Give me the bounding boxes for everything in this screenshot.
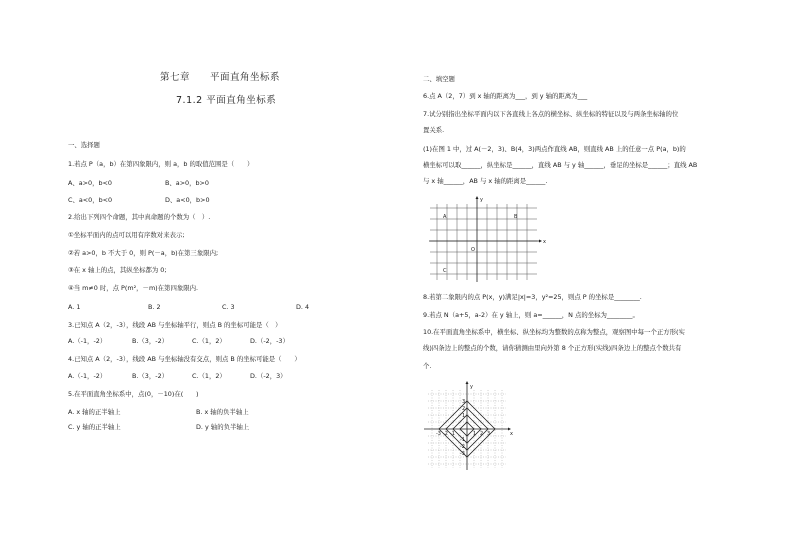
q1-option-a: A、a>0，b<0 xyxy=(68,179,112,187)
q8-text: 8.若第二象限内的点 P(x，y)满足|x|=3，y²=25，则点 P 的坐标是________. xyxy=(423,293,642,301)
figure-2-xtick-neg2: -2 xyxy=(443,431,448,437)
figure-1-label-b: B xyxy=(514,214,518,220)
q5-option-b: B. x 轴的负半轴上 xyxy=(196,408,249,416)
q3-option-a: A.（-1，-2） xyxy=(68,337,107,345)
figure-1-label-c: C xyxy=(443,268,447,274)
q3-option-b: B.（3，-2） xyxy=(132,337,169,345)
figure-2-xtick-2: 2 xyxy=(480,431,484,437)
figure-1-label-a: A xyxy=(443,214,447,220)
q1-option-b: B、a>0，b>0 xyxy=(165,179,209,187)
figure-2-ytick-neg1: -1 xyxy=(460,437,465,443)
q5-stem: 5.在平面直角坐标系中，点(0，－10)在( ) xyxy=(68,390,199,398)
figure-2-xtick-neg1: -1 xyxy=(450,431,455,437)
figure-2-label-y: y xyxy=(470,384,473,390)
q7-line-2: 置关系. xyxy=(423,126,445,134)
figure-2-label-x: x xyxy=(510,431,513,437)
figure-2-ytick-neg2: -2 xyxy=(460,444,465,450)
figure-2-ytick-neg3: -3 xyxy=(460,451,465,457)
chapter-title: 第七章 平面直角坐标系 xyxy=(160,72,281,83)
q7-sub-line-2: 横坐标可以取______，纵坐标是______，直线 AB 与 y 轴______，垂足的坐标是______；直线 AB xyxy=(423,161,698,169)
figure-2-xtick-1: 1 xyxy=(473,431,477,437)
q2-statement-2: ②若 a>0，b 不大于 0，则 P(－a，b)在第三象限内; xyxy=(68,249,219,257)
q2-statement-3: ③在 x 轴上的点，其纵坐标都为 0; xyxy=(68,266,167,274)
q3-option-c: C.（1，2） xyxy=(192,337,226,345)
figure-1-grid xyxy=(425,196,555,286)
q10-line-3: 个. xyxy=(423,362,432,370)
q5-option-d: D. y 轴的负半轴上 xyxy=(196,423,250,431)
figure-2-y-arrow xyxy=(466,381,469,384)
q9-text: 9.若点 N（a+5，a-2）在 y 轴上，则 a=______，N 点的坐标为________。 xyxy=(423,311,639,319)
q2-option-d: D. 4 xyxy=(296,303,310,311)
q1-stem: 1.若点 P（a，b）在第四象限内，则 a，b 的取值范围是（ ） xyxy=(68,160,254,168)
q6-text: 6.点 A（2，7）到 x 轴的距离为___，到 y 轴的距离为___ xyxy=(423,92,588,100)
part1-heading: 一、选择题 xyxy=(68,141,100,149)
q7-line-1: 7.试分别指出坐标平面内以下各直线上各点的横坐标、纵坐标的特征以及与两条坐标轴的位 xyxy=(423,110,679,118)
figure-1-label-y: y xyxy=(480,197,483,203)
q2-statement-4: ④当 m≠0 时，点 P(m²，－m)在第四象限内. xyxy=(68,284,199,292)
q4-option-b: B.（3，-2） xyxy=(132,372,169,380)
q5-option-c: C. y 轴的正半轴上 xyxy=(68,423,121,431)
q2-option-a: A. 1 xyxy=(68,303,81,311)
figure-2-ytick-2: 2 xyxy=(462,406,466,412)
section-title: 7.1.2 平面直角坐标系 xyxy=(176,95,277,106)
figure-1-y-arrow xyxy=(476,196,479,199)
q2-option-b: B. 2 xyxy=(148,303,161,311)
figure-2-xtick-3: 3 xyxy=(487,431,491,437)
q3-stem: 3.已知点 A（2，-3），线段 AB 与坐标轴平行，则点 B 的坐标可能是（ ） xyxy=(68,321,282,329)
q10-line-1: 10.在平面直角坐标系中，横坐标、纵坐标均为整数的点称为整点，观察图中每一个正方形(实 xyxy=(423,328,685,336)
q2-stem: 2.给出下列四个命题，其中真命题的个数为（ ）. xyxy=(68,213,211,221)
figure-2-ytick-3: 3 xyxy=(462,399,466,405)
part2-heading: 二、填空题 xyxy=(423,75,455,83)
q2-statement-1: ①坐标平面内的点可以用有序数对来表示; xyxy=(68,231,185,239)
figure-1-label-x: x xyxy=(543,239,546,245)
figure-2-ytick-1: 1 xyxy=(462,413,466,419)
figure-1-label-o: O xyxy=(471,247,475,253)
q4-stem: 4.已知点 A（2，-3），线段 AB 与坐标轴没有交点，则点 B 的坐标可能是（ ） xyxy=(68,355,301,363)
figure-1-x-arrow xyxy=(539,240,542,243)
q2-option-c: C. 3 xyxy=(222,303,235,311)
q7-sub-line-1: (1)在图 1 中，过 A(－2，3)、B(4，3)两点作直线 AB，则直线 AB 上的任意一点 P(a，b)的 xyxy=(423,145,686,153)
q1-option-c: C、a<0，b<0 xyxy=(68,196,113,204)
q3-option-d: D.（-2，-3） xyxy=(250,337,289,345)
q5-option-a: A. x 轴的正半轴上 xyxy=(68,408,121,416)
figure-2-xtick-neg3: -3 xyxy=(436,431,441,437)
q1-option-d: D、a<0，b>0 xyxy=(165,196,210,204)
q7-sub-line-3: 与 x 轴______，AB 与 x 轴的距离是______. xyxy=(423,177,548,185)
q10-line-2: 线)四条边上的整点的个数，请你猜测由里向外第 8 个正方形(实线)四条边上的整点个数共有 xyxy=(423,344,682,352)
q4-option-d: D.（-2，3） xyxy=(250,372,287,380)
q4-option-a: A.（-1，-2） xyxy=(68,372,107,380)
q4-option-c: C.（1，2） xyxy=(192,372,226,380)
figure-2-squares xyxy=(418,380,518,470)
